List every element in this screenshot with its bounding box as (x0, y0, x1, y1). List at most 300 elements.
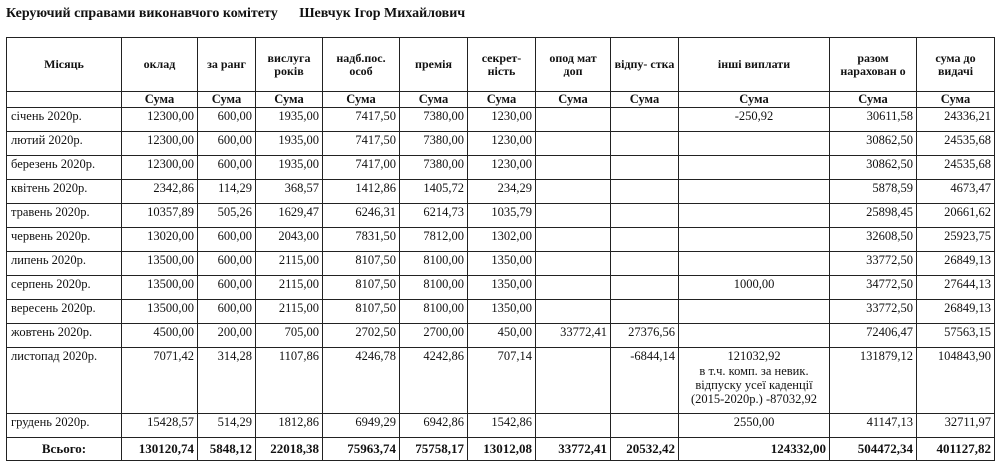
cell-value-month: серпень 2020р. (11, 277, 91, 291)
cell-value-oklad: 15428,57 (147, 415, 194, 429)
table-row (7, 324, 995, 348)
cell-inshi (679, 204, 830, 228)
cell-opod (536, 300, 611, 324)
cell-opod (536, 228, 611, 252)
cell-value-secret: 707,14 (497, 349, 532, 363)
cell-oklad (122, 324, 198, 348)
cell-value-inshi: 1000,00 (733, 277, 775, 291)
cell-secret (468, 108, 536, 132)
cell-value-nadb: 2702,50 (355, 325, 396, 339)
cell-nadb (323, 348, 400, 414)
cell-premia (400, 276, 468, 300)
cell-premia (400, 348, 468, 414)
cell-value-rank: 600,00 (217, 253, 252, 267)
cell-value-vydacha: 27644,13 (944, 277, 991, 291)
cell-value-month: січень 2020р. (11, 109, 82, 123)
cell-razom (830, 228, 917, 252)
cell-nadb (323, 180, 400, 204)
cell-secret (468, 276, 536, 300)
cell-vidpustka (611, 300, 679, 324)
cell-value-oklad: 10357,89 (147, 205, 194, 219)
cell-value-secret: 1350,00 (491, 277, 532, 291)
cell-value-vysluha: 705,00 (284, 325, 319, 339)
cell-rank (198, 324, 256, 348)
cell-premia (400, 156, 468, 180)
cell-vidpustka (611, 204, 679, 228)
cell-value-month: жовтень 2020р. (11, 325, 93, 339)
cell-razom (830, 414, 917, 438)
cell-value-month: грудень 2020р. (11, 415, 90, 429)
cell-value-razom: 131879,12 (859, 349, 913, 363)
cell-razom (830, 108, 917, 132)
cell-opod (536, 156, 611, 180)
cell-vydacha (917, 300, 995, 324)
cell-vidpustka (611, 252, 679, 276)
cell-month (7, 180, 122, 204)
total-nadb: 75963,74 (323, 438, 400, 461)
total-razom: 504472,34 (830, 438, 917, 461)
cell-value-secret: 234,29 (497, 181, 532, 195)
cell-value-inshi: 121032,92 (727, 349, 781, 363)
cell-value-opod: 33772,41 (560, 325, 607, 339)
cell-inshi (679, 228, 830, 252)
cell-value-secret: 1230,00 (491, 157, 532, 171)
cell-premia (400, 252, 468, 276)
cell-vidpustka (611, 324, 679, 348)
cell-value-razom: 25898,45 (866, 205, 913, 219)
table-row (7, 300, 995, 324)
cell-vydacha (917, 324, 995, 348)
cell-value-secret: 1542,86 (491, 415, 532, 429)
cell-rank (198, 204, 256, 228)
document-title (6, 6, 465, 22)
cell-nadb (323, 276, 400, 300)
cell-inshi (679, 180, 830, 204)
cell-value-vydacha: 32711,97 (944, 415, 991, 429)
cell-value-vydacha: 26849,13 (944, 253, 991, 267)
total-opod: 33772,41 (536, 438, 611, 461)
subheader-cell: Сума (323, 92, 400, 108)
cell-value-premia: 7812,00 (423, 229, 464, 243)
cell-value-nadb: 8107,50 (355, 253, 396, 267)
table-row (7, 414, 995, 438)
cell-value-oklad: 12300,00 (147, 133, 194, 147)
cell-vidpustka (611, 414, 679, 438)
cell-value-premia: 6942,86 (423, 415, 464, 429)
cell-value-nadb: 4246,78 (355, 349, 396, 363)
cell-opod (536, 348, 611, 414)
cell-vydacha (917, 228, 995, 252)
cell-nadb (323, 132, 400, 156)
cell-value-rank: 514,29 (217, 415, 252, 429)
table-row (7, 252, 995, 276)
subheader-cell: Сума (611, 92, 679, 108)
cell-vysluha (256, 180, 323, 204)
col-header-month: Місяць (7, 38, 122, 92)
cell-value-premia: 8100,00 (423, 253, 464, 267)
cell-month (7, 276, 122, 300)
cell-oklad (122, 348, 198, 414)
subheader-cell: Сума (536, 92, 611, 108)
cell-value-vydacha: 24535,68 (944, 133, 991, 147)
cell-premia (400, 132, 468, 156)
cell-oklad (122, 204, 198, 228)
cell-rank (198, 276, 256, 300)
header-row (7, 38, 995, 92)
salary-table (6, 37, 995, 461)
cell-month (7, 228, 122, 252)
cell-opod (536, 132, 611, 156)
cell-value-razom: 72406,47 (866, 325, 913, 339)
cell-razom (830, 276, 917, 300)
cell-value-vidpustka: -6844,14 (630, 349, 675, 363)
total-vidpustka: 20532,42 (611, 438, 679, 461)
col-header-vydacha: сума до видачі (917, 38, 995, 92)
cell-vysluha (256, 156, 323, 180)
cell-secret (468, 180, 536, 204)
cell-value-secret: 1302,00 (491, 229, 532, 243)
cell-value-premia: 7380,00 (423, 157, 464, 171)
cell-rank (198, 180, 256, 204)
cell-value-razom: 34772,50 (866, 277, 913, 291)
cell-value-vidpustka: 27376,56 (628, 325, 675, 339)
cell-rank (198, 252, 256, 276)
cell-oklad (122, 156, 198, 180)
cell-value-vysluha: 1629,47 (278, 205, 319, 219)
cell-value-oklad: 7071,42 (153, 349, 194, 363)
cell-vysluha (256, 204, 323, 228)
total-vydacha: 401127,82 (917, 438, 995, 461)
cell-nadb (323, 156, 400, 180)
cell-value-premia: 7380,00 (423, 133, 464, 147)
cell-month (7, 108, 122, 132)
cell-value-month: квітень 2020р. (11, 181, 88, 195)
cell-value-nadb: 7831,50 (355, 229, 396, 243)
cell-razom (830, 156, 917, 180)
cell-rank (198, 348, 256, 414)
cell-value-nadb: 1412,86 (355, 181, 396, 195)
cell-value-secret: 1230,00 (491, 133, 532, 147)
cell-value-nadb: 6949,29 (355, 415, 396, 429)
cell-razom (830, 204, 917, 228)
col-header-opod: опод мат доп (536, 38, 611, 92)
cell-value-rank: 600,00 (217, 157, 252, 171)
cell-month (7, 300, 122, 324)
cell-value-month: лютий 2020р. (11, 133, 83, 147)
cell-premia (400, 228, 468, 252)
cell-vydacha (917, 156, 995, 180)
cell-value-premia: 8100,00 (423, 277, 464, 291)
cell-secret (468, 414, 536, 438)
cell-vysluha (256, 300, 323, 324)
total-label: Всього: (7, 438, 122, 461)
cell-value-rank: 505,26 (217, 205, 252, 219)
cell-premia (400, 414, 468, 438)
employee-name: Шевчук Ігор Михайлович (299, 6, 466, 21)
table-row (7, 348, 995, 414)
cell-value-vydacha: 25923,75 (944, 229, 991, 243)
col-header-razom: разом нарахован о (830, 38, 917, 92)
cell-secret (468, 132, 536, 156)
cell-value-vysluha: 1107,86 (278, 349, 319, 363)
cell-razom (830, 132, 917, 156)
cell-opod (536, 108, 611, 132)
cell-value-oklad: 12300,00 (147, 109, 194, 123)
cell-value-premia: 2700,00 (423, 325, 464, 339)
cell-value-razom: 30862,50 (866, 157, 913, 171)
cell-nadb (323, 300, 400, 324)
total-premia: 75758,17 (400, 438, 468, 461)
cell-oklad (122, 180, 198, 204)
cell-razom (830, 300, 917, 324)
cell-razom (830, 324, 917, 348)
cell-value-razom: 5878,59 (872, 181, 913, 195)
cell-value-inshi: -250,92 (734, 109, 774, 123)
col-header-vidpustka: відпу- стка (611, 38, 679, 92)
cell-inshi (679, 108, 830, 132)
cell-secret (468, 204, 536, 228)
cell-vydacha (917, 252, 995, 276)
cell-opod (536, 276, 611, 300)
cell-value-secret: 1350,00 (491, 253, 532, 267)
cell-vysluha (256, 132, 323, 156)
cell-value-premia: 4242,86 (423, 349, 464, 363)
cell-value-vysluha: 1812,86 (278, 415, 319, 429)
cell-rank (198, 132, 256, 156)
cell-value-vysluha: 2043,00 (278, 229, 319, 243)
cell-nadb (323, 324, 400, 348)
col-header-nadb: надб.пос. особ (323, 38, 400, 92)
cell-month (7, 324, 122, 348)
cell-value-premia: 1405,72 (423, 181, 464, 195)
cell-inshi (679, 300, 830, 324)
cell-value-inshi: 2550,00 (733, 415, 775, 429)
cell-value-month: липень 2020р. (11, 253, 87, 267)
cell-value-vydacha: 4673,47 (950, 181, 991, 195)
table-row (7, 132, 995, 156)
subheader-cell: Сума (679, 92, 830, 108)
cell-value-month: червень 2020р. (11, 229, 91, 243)
cell-value-secret: 450,00 (497, 325, 532, 339)
subheader-cell: Сума (122, 92, 198, 108)
cell-value-vydacha: 104843,90 (937, 349, 991, 363)
cell-value-oklad: 12300,00 (147, 157, 194, 171)
cell-oklad (122, 414, 198, 438)
cell-oklad (122, 276, 198, 300)
cell-inshi (679, 156, 830, 180)
cell-rank (198, 414, 256, 438)
cell-vysluha (256, 228, 323, 252)
subheader-cell-empty (7, 92, 122, 108)
cell-premia (400, 324, 468, 348)
cell-value-nadb: 7417,50 (355, 109, 396, 123)
cell-value-oklad: 4500,00 (153, 325, 194, 339)
cell-vysluha (256, 108, 323, 132)
cell-premia (400, 204, 468, 228)
table-row (7, 156, 995, 180)
cell-month (7, 132, 122, 156)
cell-value-secret: 1230,00 (491, 109, 532, 123)
cell-vysluha (256, 324, 323, 348)
cell-value-vydacha: 57563,15 (944, 325, 991, 339)
cell-value-rank: 600,00 (217, 277, 252, 291)
cell-value-vysluha: 2115,00 (278, 253, 319, 267)
col-header-inshi: інші виплати (679, 38, 830, 92)
subheader-cell: Сума (917, 92, 995, 108)
cell-secret (468, 348, 536, 414)
cell-vidpustka (611, 156, 679, 180)
cell-oklad (122, 228, 198, 252)
subheader-cell: Сума (468, 92, 536, 108)
cell-value-premia: 7380,00 (423, 109, 464, 123)
cell-value-vydacha: 26849,13 (944, 301, 991, 315)
cell-vydacha (917, 108, 995, 132)
cell-value-vysluha: 1935,00 (278, 157, 319, 171)
col-header-oklad: оклад (122, 38, 198, 92)
cell-vidpustka (611, 108, 679, 132)
cell-value-nadb: 7417,50 (355, 133, 396, 147)
cell-rank (198, 300, 256, 324)
cell-oklad (122, 108, 198, 132)
table-row (7, 204, 995, 228)
cell-vydacha (917, 414, 995, 438)
col-header-premia: премія (400, 38, 468, 92)
cell-secret (468, 228, 536, 252)
cell-rank (198, 108, 256, 132)
cell-inshi (679, 324, 830, 348)
col-header-vysluha: вислуга років (256, 38, 323, 92)
cell-rank (198, 156, 256, 180)
cell-value-nadb: 7417,00 (355, 157, 396, 171)
cell-opod (536, 324, 611, 348)
cell-premia (400, 180, 468, 204)
cell-vidpustka (611, 132, 679, 156)
cell-oklad (122, 252, 198, 276)
cell-inshi (679, 132, 830, 156)
cell-value-secret: 1035,79 (491, 205, 532, 219)
cell-note-inshi: в т.ч. комп. за невик. відпуску усеї каденції (2015-2020р.) -87032,92 (690, 364, 818, 406)
table-row (7, 228, 995, 252)
cell-vidpustka (611, 180, 679, 204)
cell-value-vydacha: 24535,68 (944, 157, 991, 171)
position-title: Керуючий справами виконавчого комітету (6, 6, 278, 21)
cell-razom (830, 348, 917, 414)
total-oklad: 130120,74 (122, 438, 198, 461)
cell-value-vysluha: 2115,00 (278, 277, 319, 291)
cell-inshi (679, 348, 830, 414)
cell-nadb (323, 108, 400, 132)
cell-opod (536, 204, 611, 228)
cell-month (7, 414, 122, 438)
cell-month (7, 156, 122, 180)
cell-value-oklad: 13500,00 (147, 253, 194, 267)
cell-vydacha (917, 276, 995, 300)
cell-value-rank: 600,00 (217, 301, 252, 315)
cell-value-vysluha: 1935,00 (278, 109, 319, 123)
cell-value-rank: 600,00 (217, 229, 252, 243)
cell-nadb (323, 204, 400, 228)
cell-vidpustka (611, 228, 679, 252)
cell-vydacha (917, 348, 995, 414)
cell-month (7, 204, 122, 228)
cell-vysluha (256, 348, 323, 414)
cell-premia (400, 300, 468, 324)
cell-month (7, 348, 122, 414)
cell-value-razom: 33772,50 (866, 253, 913, 267)
cell-value-month: листопад 2020р. (11, 349, 98, 363)
cell-value-vysluha: 368,57 (284, 181, 319, 195)
subheader-row (7, 92, 995, 108)
cell-vysluha (256, 414, 323, 438)
total-row (7, 438, 995, 461)
cell-opod (536, 252, 611, 276)
subheader-cell: Сума (400, 92, 468, 108)
cell-razom (830, 180, 917, 204)
table-row (7, 108, 995, 132)
cell-premia (400, 108, 468, 132)
cell-secret (468, 324, 536, 348)
col-header-rank: за ранг (198, 38, 256, 92)
cell-secret (468, 252, 536, 276)
cell-value-oklad: 13500,00 (147, 277, 194, 291)
subheader-cell: Сума (256, 92, 323, 108)
cell-value-rank: 114,29 (218, 181, 252, 195)
cell-vidpustka (611, 348, 679, 414)
cell-value-month: травень 2020р. (11, 205, 90, 219)
cell-vydacha (917, 204, 995, 228)
cell-value-nadb: 8107,50 (355, 301, 396, 315)
cell-opod (536, 180, 611, 204)
cell-month (7, 252, 122, 276)
cell-value-rank: 200,00 (217, 325, 252, 339)
cell-oklad (122, 300, 198, 324)
cell-oklad (122, 132, 198, 156)
cell-value-rank: 600,00 (217, 133, 252, 147)
cell-value-razom: 33772,50 (866, 301, 913, 315)
cell-inshi (679, 414, 830, 438)
cell-value-premia: 8100,00 (423, 301, 464, 315)
cell-vysluha (256, 252, 323, 276)
cell-razom (830, 252, 917, 276)
cell-value-month: березень 2020р. (11, 157, 96, 171)
total-rank: 5848,12 (198, 438, 256, 461)
cell-secret (468, 156, 536, 180)
cell-value-nadb: 8107,50 (355, 277, 396, 291)
cell-secret (468, 300, 536, 324)
cell-value-secret: 1350,00 (491, 301, 532, 315)
cell-value-premia: 6214,73 (423, 205, 464, 219)
cell-value-vysluha: 2115,00 (278, 301, 319, 315)
subheader-cell: Сума (830, 92, 917, 108)
cell-value-vydacha: 24336,21 (944, 109, 991, 123)
total-inshi: 124332,00 (679, 438, 830, 461)
cell-vydacha (917, 180, 995, 204)
cell-value-rank: 600,00 (217, 109, 252, 123)
cell-value-oklad: 13500,00 (147, 301, 194, 315)
cell-nadb (323, 414, 400, 438)
cell-vysluha (256, 276, 323, 300)
cell-value-razom: 41147,13 (866, 415, 913, 429)
total-secret: 13012,08 (468, 438, 536, 461)
col-header-secret: секрет- ність (468, 38, 536, 92)
cell-value-vysluha: 1935,00 (278, 133, 319, 147)
cell-opod (536, 414, 611, 438)
cell-vidpustka (611, 276, 679, 300)
cell-inshi (679, 252, 830, 276)
cell-value-rank: 314,28 (217, 349, 252, 363)
cell-value-razom: 30862,50 (866, 133, 913, 147)
cell-value-razom: 30611,58 (866, 109, 913, 123)
